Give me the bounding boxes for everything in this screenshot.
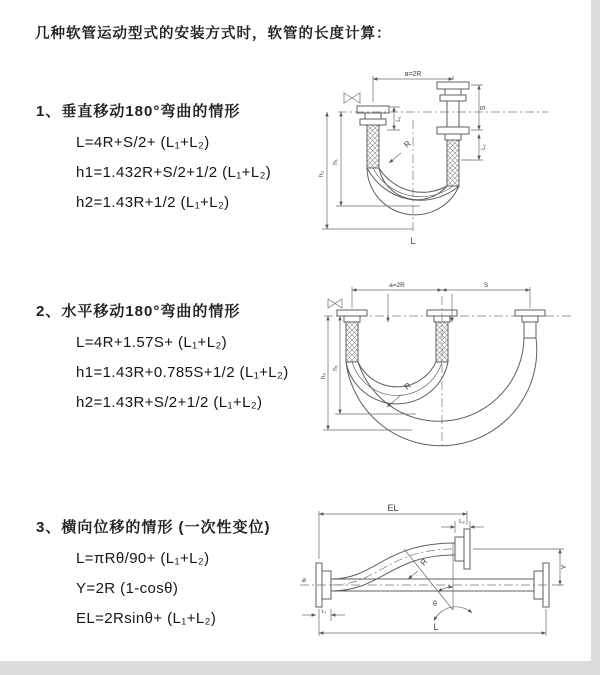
length-label: L [410, 236, 416, 246]
top-dimension [352, 282, 530, 308]
h1-dimension [332, 316, 416, 414]
dim-l2-label: L₂ [481, 144, 487, 150]
hose-curve [331, 543, 455, 591]
formula-h2: h2=1.43R+S/2+1/2 (L₁+L₂) [76, 394, 263, 411]
dim-el-label: EL [387, 503, 399, 513]
section-1-heading: 1、垂直移动180°弯曲的情形 [36, 103, 241, 120]
dim-a2r-label: a=2R [404, 71, 422, 78]
formula-h1: h1=1.43R+0.785S+1/2 (L₁+L₂) [76, 364, 289, 381]
right-pipe-fitting [437, 82, 469, 186]
formula-l: L=πRθ/90+ (L₁+L₂) [76, 550, 210, 567]
y-dimension [473, 549, 568, 585]
dim-h2-label: h₂ [320, 372, 327, 380]
diagram-lateral-displacement [296, 503, 600, 658]
dim-h1-label: h₁ [332, 365, 339, 371]
formula-y: Y=2R (1-cosθ) [76, 580, 179, 597]
radius-callout [408, 557, 429, 579]
dim-a2r-label: a=2R [389, 282, 405, 289]
dim-h2-label: h₂ [318, 170, 325, 178]
h2-dimension [320, 316, 412, 430]
formula-l: L=4R+S/2+ (L₁+L₂) [76, 134, 210, 151]
formula-l: L=4R+1.57S+ (L₁+L₂) [76, 334, 228, 351]
dim-l-label: L [433, 622, 439, 632]
l1-dimension [302, 609, 345, 621]
formula-h1: h1=1.432R+S/2+1/2 (L₁+L₂) [76, 164, 272, 181]
section-3-heading: 3、横向位移的情形 (一次性变位) [36, 519, 271, 536]
h2-dimension [318, 112, 413, 229]
moved-pipe-fitting [515, 310, 545, 338]
centerline-mark: ø [302, 577, 306, 584]
l2-dimension [441, 519, 484, 533]
top-dimension [373, 71, 453, 102]
left-pipe-fitting [337, 310, 367, 362]
el-dimension [319, 503, 467, 559]
s-dimension [461, 85, 487, 160]
lateral-displacement-drawing [296, 503, 600, 658]
radius-callout [389, 139, 413, 163]
section-vertical-bend [36, 100, 326, 211]
upper-flange [455, 529, 470, 569]
diagram-horizontal-bend [312, 280, 597, 465]
section-2-heading: 2、水平移动180°弯曲的情形 [36, 303, 241, 320]
dim-l2-label: L₂ [459, 519, 465, 525]
dim-l1-label: L₁ [396, 116, 402, 122]
dim-y-label: Y [559, 564, 568, 570]
radius-label: R [402, 138, 413, 150]
diagram-vertical-bend [310, 68, 585, 268]
dim-s-label: S [480, 105, 487, 111]
section-lateral-displacement [36, 516, 326, 627]
valve-icon [344, 93, 360, 103]
dim-h1-label: h₁ [332, 159, 339, 165]
centerline [300, 577, 550, 585]
radius-label: R [402, 380, 413, 392]
theta-label: θ [433, 601, 437, 608]
radius-label: R [418, 557, 430, 568]
left-pipe-fitting [357, 106, 389, 168]
section-horizontal-bend [36, 300, 326, 411]
vertical-bend-drawing [310, 68, 585, 268]
valve-icon [328, 299, 342, 308]
dim-s-label: S [483, 282, 489, 289]
horizontal-bend-drawing [312, 280, 597, 465]
fitting-level-marks [388, 294, 452, 322]
formula-el: EL=2Rsinθ+ (L₁+L₂) [76, 610, 217, 627]
page-title: 几种软管运动型式的安装方式时，软管的长度计算： [35, 26, 392, 42]
l-dimension [319, 609, 546, 636]
formula-h2: h2=1.43R+1/2 (L₁+L₂) [76, 194, 230, 211]
dim-l1-label: L₁ [321, 609, 327, 615]
